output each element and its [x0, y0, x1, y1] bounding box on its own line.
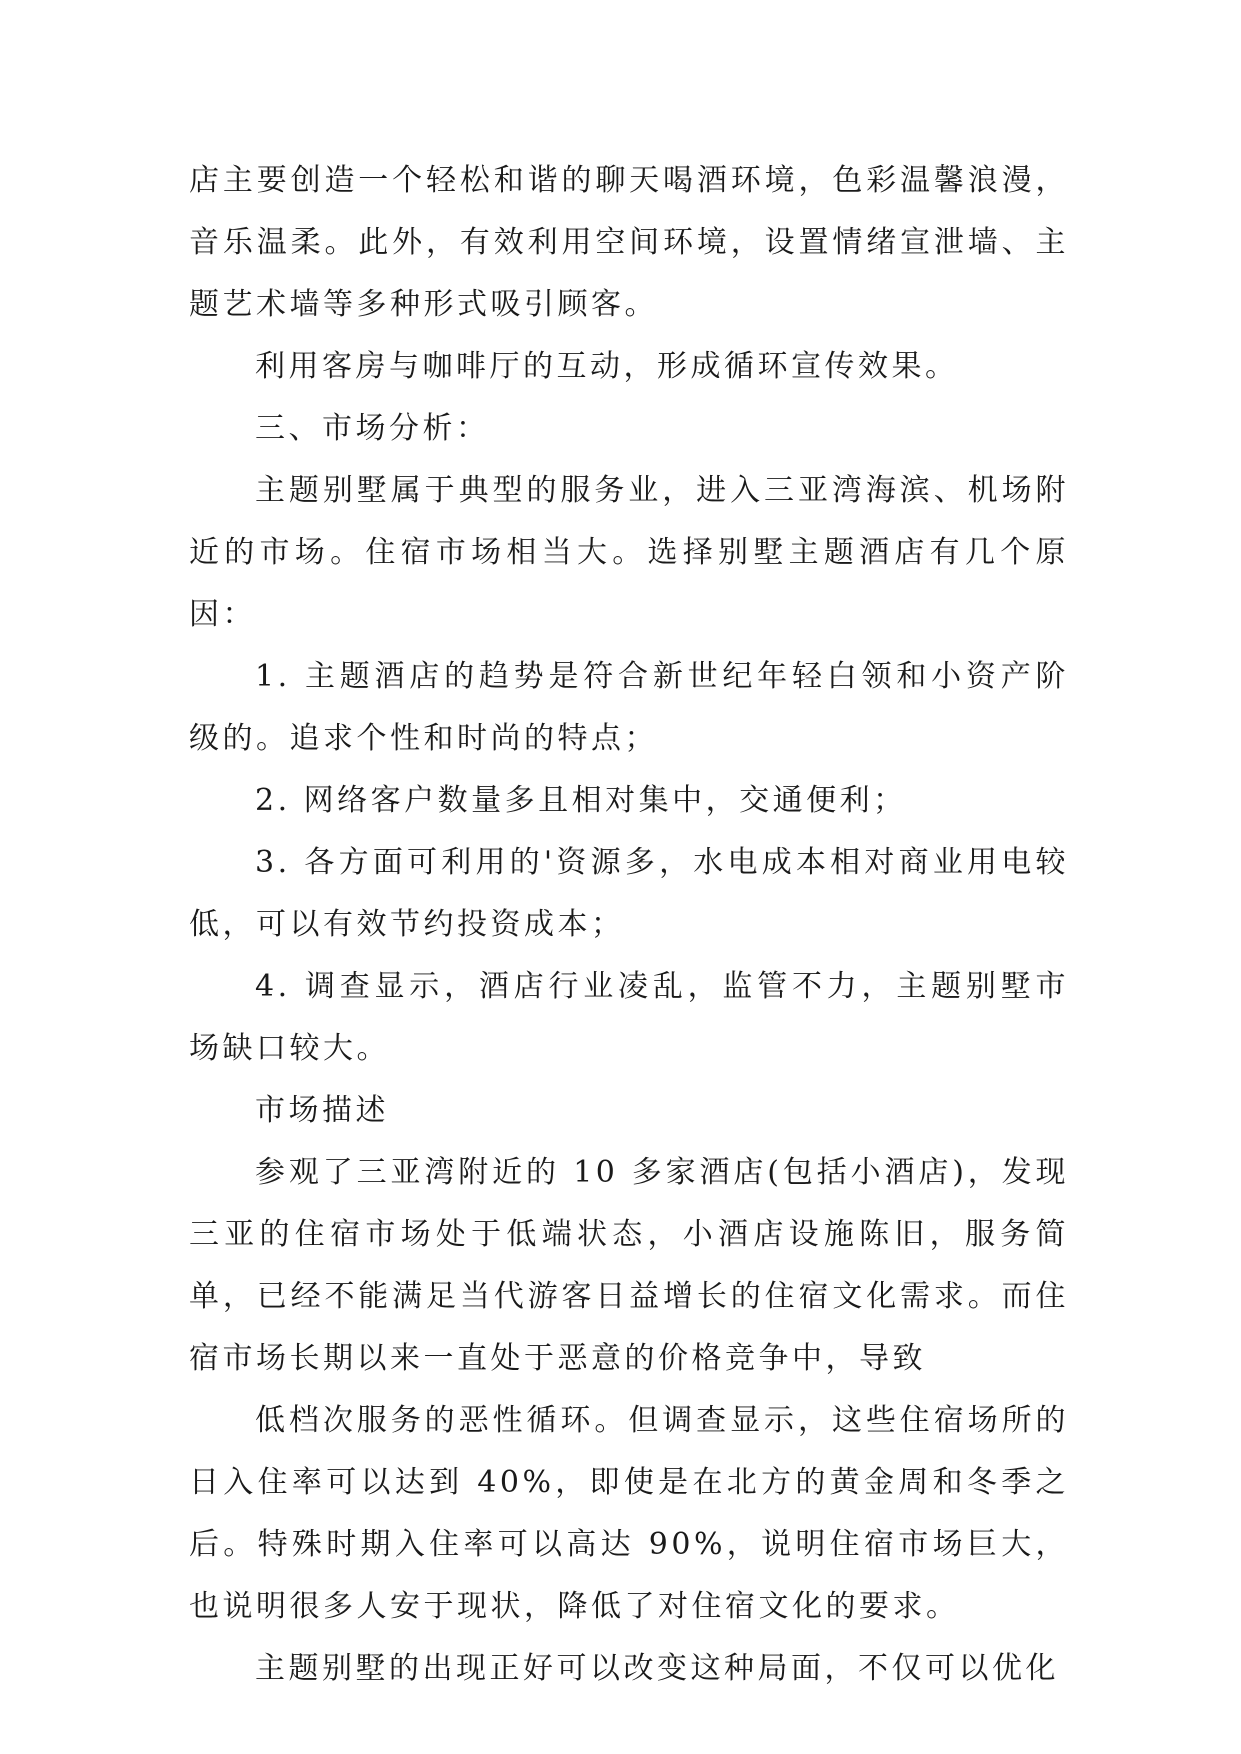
list-item: 1. 主题酒店的趋势是符合新世纪年轻白领和小资产阶级的。追求个性和时尚的特点；: [189, 659, 1069, 756]
paragraph: 店主要创造一个轻松和谐的聊天喝酒环境，色彩温馨浪漫，音乐温柔。此外，有效利用空间环境，设置情绪宣泄墙、主题艺术墙等多种形式吸引顾客。: [189, 163, 1069, 322]
section-heading: 三、市场分析：: [255, 411, 490, 446]
subsection-heading: 市场描述: [255, 1093, 389, 1128]
paragraph: 利用客房与咖啡厅的互动，形成循环宣传效果。: [255, 349, 959, 384]
paragraph: 参观了三亚湾附近的 10 多家酒店(包括小酒店)，发现三亚的住宿市场处于低端状态，小酒店设施陈旧，服务简单，已经不能满足当代游客日益增长的住宿文化需求。而住宿市场长期以来一直处于恶意的价格竞争中，导致: [189, 1155, 1069, 1376]
document-body: [189, 150, 1069, 1700]
paragraph: 主题别墅属于典型的服务业，进入三亚湾海滨、机场附近的市场。住宿市场相当大。选择别墅主题酒店有几个原因：: [189, 473, 1069, 632]
list-item: 4. 调查显示，酒店行业凌乱，监管不力，主题别墅市场缺口较大。: [189, 969, 1069, 1066]
list-item: 3. 各方面可利用的'资源多，水电成本相对商业用电较低，可以有效节约投资成本；: [189, 845, 1069, 942]
paragraph: 主题别墅的出现正好可以改变这种局面，不仅可以优化: [255, 1651, 1059, 1686]
list-item: 2. 网络客户数量多且相对集中，交通便利；: [255, 783, 907, 818]
paragraph: 低档次服务的恶性循环。但调查显示，这些住宿场所的日入住率可以达到 40%，即使是在北方的黄金周和冬季之后。特殊时期入住率可以高达 90%，说明住宿市场巨大，也说明很多人安于现状，降低了对住宿文化的要求。: [189, 1403, 1069, 1624]
